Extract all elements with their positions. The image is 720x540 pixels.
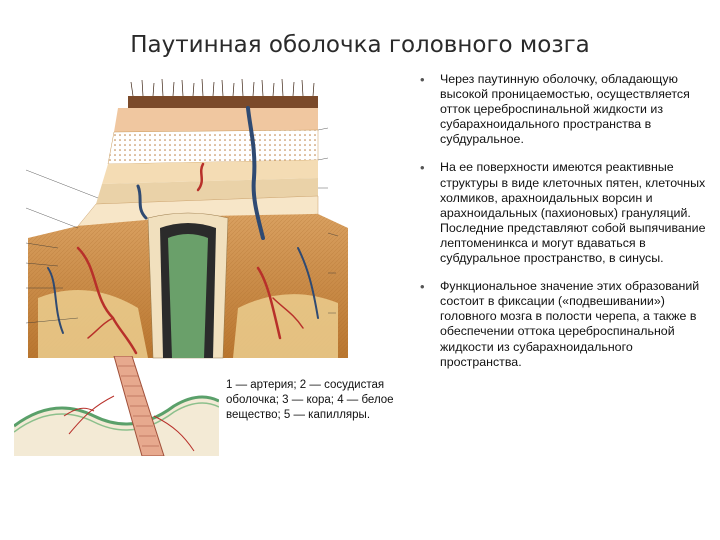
bullet-list — [420, 72, 712, 383]
bullet-item: • Функциональное значение этих образований состоит в фиксации («подвешивании») головного мозга в полости черепа, а также в обеспечении оттока цереброспинальной жидкости из субарахноидального пространства. — [420, 279, 712, 370]
meninges-illustration — [18, 68, 363, 360]
figure-caption: 1 — артерия; 2 — сосудистая оболочка; 3 — кора; 4 — белое вещество; 5 — капилляры. — [226, 379, 394, 421]
bullet-item: • На ее поверхности имеются реактивные структуры в виде клеточных пятен, клеточных холмиков, арахноидальных ворсин и арахноидальных (пахионовых) грануляций. Последние представляют собой выпячивание лептоменинкса и могут вдаваться в субдуральное пространство, в синусы. — [420, 160, 712, 266]
bullet-item: • Через паутинную оболочку, обладающую высокой проницаемостью, осуществляется отток цереброспинальной жидкости из субарахноидального пространства в субдуральное. — [420, 72, 712, 147]
slide-title: Паутинная оболочка головного мозга — [130, 32, 590, 58]
vessel-inset-illustration — [14, 356, 219, 456]
